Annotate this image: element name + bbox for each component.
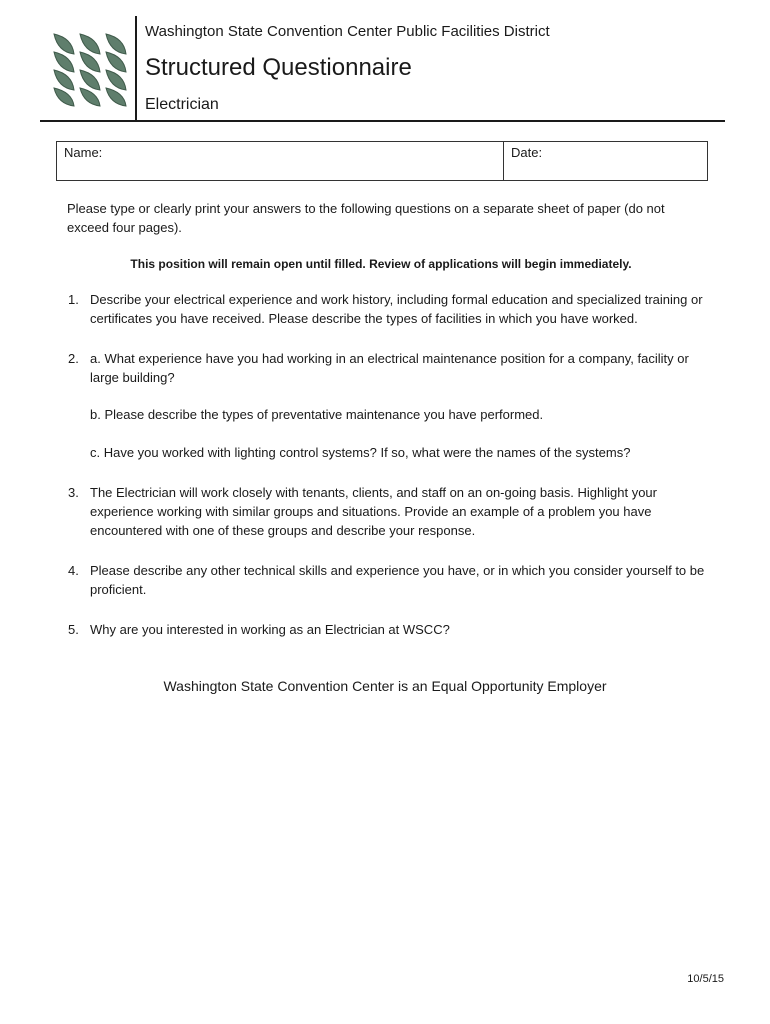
question-2b: b. Please describe the types of preventative maintenance you have performed. xyxy=(90,407,544,422)
revision-date: 10/5/15 xyxy=(687,973,724,985)
question-text: Please describe any other technical skills and experience you have, or in which you consider yourself to be proficient. xyxy=(90,563,705,597)
question-text: Why are you interested in working as an Electrician at WSCC? xyxy=(90,622,450,637)
question-number: 3. xyxy=(68,485,79,500)
question-1 xyxy=(68,290,708,328)
header-vertical-rule xyxy=(135,16,137,120)
logo xyxy=(50,30,130,108)
question-number: 4. xyxy=(68,563,79,578)
position-title: Electrician xyxy=(145,96,219,113)
date-label: Date: xyxy=(511,145,543,160)
question-number: 2. xyxy=(68,351,79,366)
question-number: 1. xyxy=(68,292,79,307)
header-horizontal-rule xyxy=(40,120,725,122)
name-label: Name: xyxy=(64,145,103,160)
organization-name: Washington State Convention Center Public Facilities District xyxy=(145,23,550,40)
question-2a xyxy=(68,349,708,387)
instructions: Please type or clearly print your answers to the following questions on a separate sheet of paper (do not exceed four pages). xyxy=(67,201,665,235)
question-3 xyxy=(68,483,678,540)
question-text: Describe your electrical experience and work history, including formal education and specialized training or certificates you have received. Please describe the types of facilities in which you have worked. xyxy=(90,292,703,326)
question-text: The Electrician will work closely with tenants, clients, and staff on an on-going basis. Highlight your experience working with similar groups and situations. Provide an example of a problem you have encountered with one of these groups and describe your response. xyxy=(90,485,657,538)
question-text: a. What experience have you had working in an electrical maintenance position for a company, facility or large building? xyxy=(90,351,689,385)
name-field[interactable] xyxy=(57,142,504,180)
application-notice: This position will remain open until filled. Review of applications will begin immediately. xyxy=(130,257,632,271)
date-field[interactable] xyxy=(504,142,707,180)
question-4 xyxy=(68,561,708,599)
equal-opportunity-statement: Washington State Convention Center is an Equal Opportunity Employer xyxy=(163,678,607,694)
question-2c: c. Have you worked with lighting control systems? If so, what were the names of the systems? xyxy=(90,445,631,460)
page-title: Structured Questionnaire xyxy=(145,54,412,81)
leaf-logo-icon xyxy=(50,30,130,108)
question-number: 5. xyxy=(68,622,79,637)
name-date-box xyxy=(56,141,708,181)
question-5 xyxy=(68,620,708,639)
